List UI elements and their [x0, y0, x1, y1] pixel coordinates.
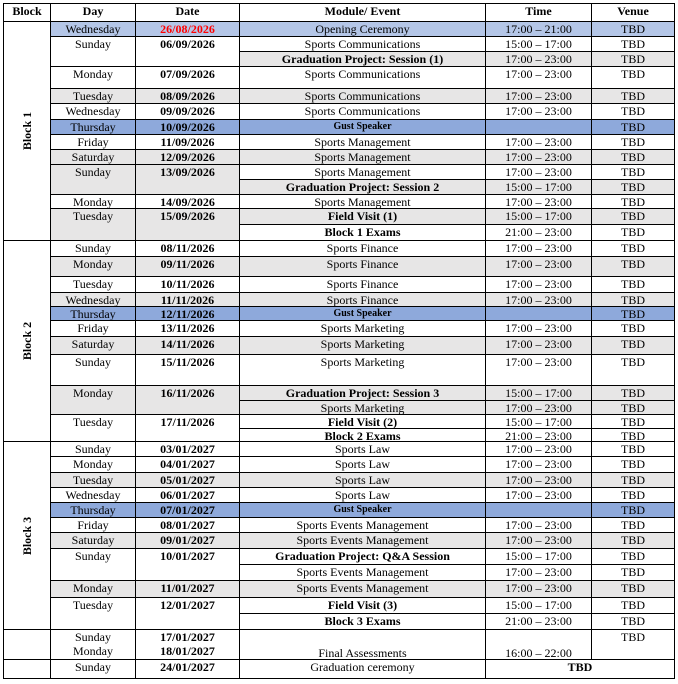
venue-cell: TBD — [592, 415, 675, 429]
module-cell: Opening Ceremony — [240, 22, 486, 37]
venue-cell: TBD — [592, 442, 675, 457]
venue-cell: TBD — [592, 429, 675, 442]
venue-cell: TBD — [592, 401, 675, 415]
date-cell: 08/11/2026 — [136, 241, 240, 257]
day-cell: Sunday — [51, 355, 136, 386]
module-cell: Block 1 Exams — [240, 225, 486, 241]
venue-cell: TBD — [592, 457, 675, 473]
time-cell: 17:00 – 21:00 — [486, 22, 592, 37]
time-cell: 15:00 – 17:00 — [486, 598, 592, 614]
venue-cell: TBD — [592, 67, 675, 89]
time-cell: 15:00 – 17:00 — [486, 209, 592, 225]
day-cell: Saturday — [51, 337, 136, 355]
module-cell: Sports Finance — [240, 277, 486, 293]
module-cell: Sports Management — [240, 135, 486, 150]
day-cell: Saturday — [51, 533, 136, 549]
date-cell: 10/09/2026 — [136, 120, 240, 135]
time-cell: 17:00 – 23:00 — [486, 277, 592, 293]
block-1-cell — [3, 22, 51, 241]
venue-cell: TBD — [592, 533, 675, 549]
time-cell: 21:00 – 23:00 — [486, 614, 592, 630]
module-cell: Graduation Project: Session (1) — [240, 52, 486, 67]
venue-cell: TBD — [592, 581, 675, 598]
module-cell: Sports Finance — [240, 257, 486, 277]
time-cell: 15:00 – 17:00 — [486, 37, 592, 52]
header-block: Block — [3, 3, 51, 22]
day-cell: Friday — [51, 518, 136, 533]
date-cell: 06/01/2027 — [136, 488, 240, 503]
day-cell: Monday — [51, 386, 136, 415]
time-cell: 21:00 – 23:00 — [486, 225, 592, 241]
module-cell: Sports Law — [240, 457, 486, 473]
day-cell: Thursday — [51, 307, 136, 321]
venue-cell: TBD — [592, 598, 675, 614]
day-cell — [51, 630, 136, 660]
day-cell: Sunday — [51, 549, 136, 581]
day-cell: Monday — [51, 195, 136, 209]
time-cell: 17:00 – 23:00 — [486, 52, 592, 67]
time-cell: 17:00 – 23:00 — [486, 457, 592, 473]
day-cell: Wednesday — [51, 488, 136, 503]
module-cell: Sports Finance — [240, 241, 486, 257]
time-cell: 15:00 – 17:00 — [486, 549, 592, 565]
date-cell: 04/01/2027 — [136, 457, 240, 473]
venue-cell: TBD — [592, 104, 675, 120]
module-cell: Sports Management — [240, 195, 486, 209]
day-cell: Tuesday — [51, 277, 136, 293]
day-cell: Tuesday — [51, 473, 136, 488]
venue-cell: TBD — [592, 209, 675, 225]
venue-cell: TBD — [592, 473, 675, 488]
date-cell: 14/11/2026 — [136, 337, 240, 355]
venue-cell: TBD — [592, 518, 675, 533]
date-cell: 13/09/2026 — [136, 165, 240, 195]
module-cell: Sports Law — [240, 442, 486, 457]
time-cell: 17:00 – 23:00 — [486, 581, 592, 598]
date-cell: 10/11/2026 — [136, 277, 240, 293]
time-cell: 17:00 – 23:00 — [486, 104, 592, 120]
venue-cell: TBD — [592, 565, 675, 581]
time-cell: 17:00 – 23:00 — [486, 293, 592, 307]
date-cell: 12/01/2027 — [136, 598, 240, 630]
date-cell: 06/09/2026 — [136, 37, 240, 67]
venue-cell: TBD — [592, 549, 675, 565]
module-cell: Block 3 Exams — [240, 614, 486, 630]
venue-cell: TBD — [592, 630, 675, 660]
venue-cell: TBD — [592, 89, 675, 104]
day-cell: Tuesday — [51, 89, 136, 104]
module-cell: Sports Events Management — [240, 581, 486, 598]
date-cell: 11/09/2026 — [136, 135, 240, 150]
day-cell: Thursday — [51, 503, 136, 518]
venue-cell: TBD — [592, 195, 675, 209]
block-final-cell — [3, 660, 51, 679]
day-cell: Thursday — [51, 120, 136, 135]
module-cell: Field Visit (2) — [240, 415, 486, 429]
time-cell: 17:00 – 23:00 — [486, 241, 592, 257]
time-cell: 17:00 – 23:00 — [486, 533, 592, 549]
module-cell: Sports Communications — [240, 89, 486, 104]
date-cell: 07/09/2026 — [136, 67, 240, 89]
time-cell — [486, 503, 592, 518]
header-date: Date — [136, 3, 240, 22]
block-final-cell — [3, 630, 51, 660]
date-cell: 14/09/2026 — [136, 195, 240, 209]
module-cell: Graduation Project: Session 2 — [240, 180, 486, 195]
time-cell: 15:00 – 17:00 — [486, 415, 592, 429]
time-cell: 15:00 – 17:00 — [486, 180, 592, 195]
module-cell: Block 2 Exams — [240, 429, 486, 442]
day-cell: Monday — [51, 257, 136, 277]
venue-cell: TBD — [592, 120, 675, 135]
date-cell: 10/01/2027 — [136, 549, 240, 581]
time-cell: 17:00 – 23:00 — [486, 518, 592, 533]
date-cell: 12/09/2026 — [136, 150, 240, 165]
block-label: Block 3 — [20, 516, 34, 555]
venue-cell: TBD — [592, 180, 675, 195]
time-cell: 17:00 – 23:00 — [486, 67, 592, 89]
day-cell: Friday — [51, 135, 136, 150]
venue-cell: TBD — [592, 225, 675, 241]
date-cell: 24/01/2027 — [136, 660, 240, 679]
venue-cell: TBD — [592, 386, 675, 401]
header-time: Time — [486, 3, 592, 22]
date-line: 18/01/2027 — [160, 644, 215, 658]
module-cell: Sports Marketing — [240, 401, 486, 415]
venue-cell: TBD — [592, 277, 675, 293]
module-cell: Sports Finance — [240, 293, 486, 307]
venue-cell: TBD — [592, 488, 675, 503]
block-label: Block 1 — [20, 111, 34, 151]
day-cell: Sunday — [51, 37, 136, 67]
time-cell: 17:00 – 23:00 — [486, 488, 592, 503]
date-cell: 11/11/2026 — [136, 293, 240, 307]
date-cell: 03/01/2027 — [136, 442, 240, 457]
venue-cell: TBD — [592, 257, 675, 277]
date-cell: 16/11/2026 — [136, 386, 240, 415]
module-cell: Gust Speaker — [240, 503, 486, 518]
date-line: 17/01/2027 — [160, 630, 215, 644]
venue-cell: TBD — [592, 321, 675, 337]
day-cell: Sunday — [51, 660, 136, 679]
day-cell: Friday — [51, 321, 136, 337]
venue-cell: TBD — [592, 37, 675, 52]
module-cell: Graduation Project: Q&A Session — [240, 549, 486, 565]
date-cell: 15/09/2026 — [136, 209, 240, 241]
time-cell: 16:00 – 22:00 — [486, 630, 592, 660]
date-cell: 13/11/2026 — [136, 321, 240, 337]
date-cell: 08/01/2027 — [136, 518, 240, 533]
time-cell: 17:00 – 23:00 — [486, 135, 592, 150]
module-cell: Graduation ceremony — [240, 660, 486, 679]
module-cell: Sports Communications — [240, 104, 486, 120]
venue-cell: TBD — [592, 150, 675, 165]
module-cell: Sports Events Management — [240, 518, 486, 533]
day-cell: Wednesday — [51, 104, 136, 120]
time-cell: 17:00 – 23:00 — [486, 321, 592, 337]
module-cell: Sports Law — [240, 488, 486, 503]
module-cell: Sports Events Management — [240, 565, 486, 581]
time-cell — [486, 307, 592, 321]
module-cell: Gust Speaker — [240, 120, 486, 135]
day-cell: Sunday — [51, 442, 136, 457]
time-cell: 17:00 – 23:00 — [486, 195, 592, 209]
date-cell: 05/01/2027 — [136, 473, 240, 488]
venue-cell: TBD — [592, 165, 675, 180]
day-line: Monday — [73, 644, 113, 658]
time-cell: 17:00 – 23:00 — [486, 565, 592, 581]
time-cell: 17:00 – 23:00 — [486, 165, 592, 180]
venue-cell: TBD — [592, 337, 675, 355]
day-cell: Tuesday — [51, 598, 136, 630]
day-cell: Wednesday — [51, 293, 136, 307]
header-venue: Venue — [592, 3, 675, 22]
time-cell: 21:00 – 23:00 — [486, 429, 592, 442]
day-cell: Sunday — [51, 241, 136, 257]
venue-cell: TBD — [592, 355, 675, 386]
module-cell: Sports Marketing — [240, 337, 486, 355]
module-cell: Sports Events Management — [240, 533, 486, 549]
day-cell: Monday — [51, 67, 136, 89]
module-cell: Sports Communications — [240, 67, 486, 89]
time-cell: 17:00 – 23:00 — [486, 89, 592, 104]
day-cell: Monday — [51, 457, 136, 473]
day-cell: Tuesday — [51, 415, 136, 442]
module-cell: Sports Management — [240, 150, 486, 165]
time-cell: 17:00 – 23:00 — [486, 257, 592, 277]
venue-cell: TBD — [592, 307, 675, 321]
module-cell: Sports Marketing — [240, 321, 486, 337]
module-cell: Sports Law — [240, 473, 486, 488]
day-cell: Sunday — [51, 165, 136, 195]
time-cell: 17:00 – 23:00 — [486, 401, 592, 415]
venue-cell: TBD — [592, 614, 675, 630]
date-cell: 12/11/2026 — [136, 307, 240, 321]
venue-cell: TBD — [592, 293, 675, 307]
header-day: Day — [51, 3, 136, 22]
venue-cell: TBD — [592, 52, 675, 67]
time-cell: 17:00 – 23:00 — [486, 473, 592, 488]
schedule-table — [3, 3, 675, 681]
time-cell: 17:00 – 23:00 — [486, 337, 592, 355]
module-cell: Sports Communications — [240, 37, 486, 52]
venue-cell: TBD — [592, 135, 675, 150]
venue-cell: TBD — [592, 241, 675, 257]
time-cell — [486, 120, 592, 135]
date-cell — [136, 630, 240, 660]
date-cell: 09/11/2026 — [136, 257, 240, 277]
module-cell: Final Assessments — [240, 630, 486, 660]
module-cell: Field Visit (1) — [240, 209, 486, 225]
date-cell: 07/01/2027 — [136, 503, 240, 518]
module-cell: Graduation Project: Session 3 — [240, 386, 486, 401]
time-cell: 17:00 – 23:00 — [486, 150, 592, 165]
time-cell: 17:00 – 23:00 — [486, 355, 592, 386]
date-cell: 09/01/2027 — [136, 533, 240, 549]
venue-cell: TBD — [592, 22, 675, 37]
module-cell: Gust Speaker — [240, 307, 486, 321]
time-cell: 17:00 – 23:00 — [486, 442, 592, 457]
block-3-cell — [3, 442, 51, 630]
block-2-cell — [3, 241, 51, 442]
date-cell: 08/09/2026 — [136, 89, 240, 104]
date-cell: 15/11/2026 — [136, 355, 240, 386]
module-cell: Sports Marketing — [240, 355, 486, 386]
header-module: Module/ Event — [240, 3, 486, 22]
date-cell: 17/11/2026 — [136, 415, 240, 442]
day-cell: Tuesday — [51, 209, 136, 241]
day-cell: Saturday — [51, 150, 136, 165]
date-cell: 11/01/2027 — [136, 581, 240, 598]
day-cell: Wednesday — [51, 22, 136, 37]
venue-cell: TBD — [486, 660, 675, 679]
module-cell: Field Visit (3) — [240, 598, 486, 614]
day-line: Sunday — [75, 630, 111, 644]
date-cell: 09/09/2026 — [136, 104, 240, 120]
time-cell: 15:00 – 17:00 — [486, 386, 592, 401]
block-label: Block 2 — [20, 321, 34, 361]
date-cell: 26/08/2026 — [136, 22, 240, 37]
module-cell: Sports Management — [240, 165, 486, 180]
venue-cell: TBD — [592, 503, 675, 518]
day-cell: Monday — [51, 581, 136, 598]
